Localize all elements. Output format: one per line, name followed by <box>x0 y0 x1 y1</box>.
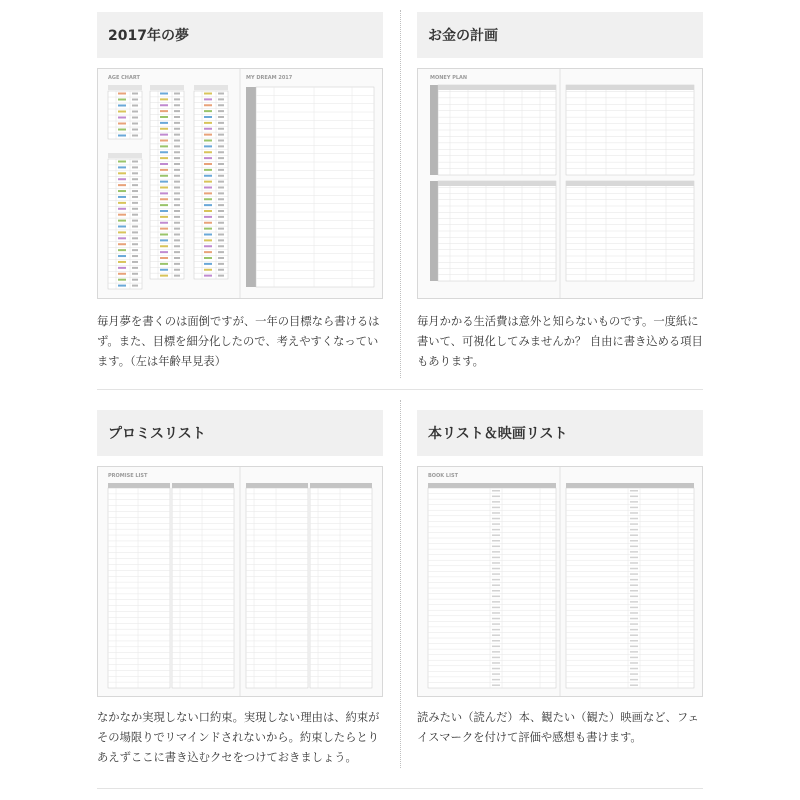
card-title: 本リスト＆映画リスト <box>417 410 703 456</box>
card-dream-2017 <box>97 12 383 368</box>
card-description: 毎月かかる生活費は意外と知らないものです。一度紙に書いて、可視化してみませんか？ 自由に書き込める項目もあります。 <box>417 315 703 368</box>
money-plan-label: MONEY PLAN <box>430 75 468 81</box>
card-title: 2017年の夢 <box>97 12 383 58</box>
my-dream-label: MY DREAM 2017 <box>246 75 293 81</box>
card-title: お金の計画 <box>417 12 703 58</box>
book-list-label: BOOK LIST <box>428 473 458 479</box>
money-plan-page-image <box>417 68 703 299</box>
card-description: 毎月夢を書くのは面倒ですが、一年の目標なら書けるはず。また、目標を細分化したので、考えやすくなっています。（左は年齢早見表） <box>97 315 380 368</box>
promise-list-page-image <box>97 466 383 697</box>
promise-list-label: PROMISE LIST <box>108 473 148 479</box>
bottom-divider <box>97 788 703 789</box>
card-promise-list <box>97 410 383 764</box>
column-divider-bottom <box>400 400 401 768</box>
column-divider-top <box>400 10 401 378</box>
age-chart-dream-page-image <box>97 68 383 299</box>
age-chart-label: AGE CHART <box>108 75 140 81</box>
row-divider <box>97 389 703 390</box>
card-money-plan <box>417 12 703 368</box>
card-description: 読みたい（読んだ）本、観たい（観た）映画など、フェイスマークを付けて評価や感想も書けます。 <box>417 711 699 744</box>
book-list-page-image <box>417 466 703 697</box>
card-title: プロミスリスト <box>97 410 383 456</box>
card-description: なかなか実現しない口約束。実現しない理由は、約束がその場限りでリマインドされないから。約束したらとりあえずここに書き込むクセをつけておきましょう。 <box>97 711 380 764</box>
card-book-movie-list <box>417 410 703 744</box>
